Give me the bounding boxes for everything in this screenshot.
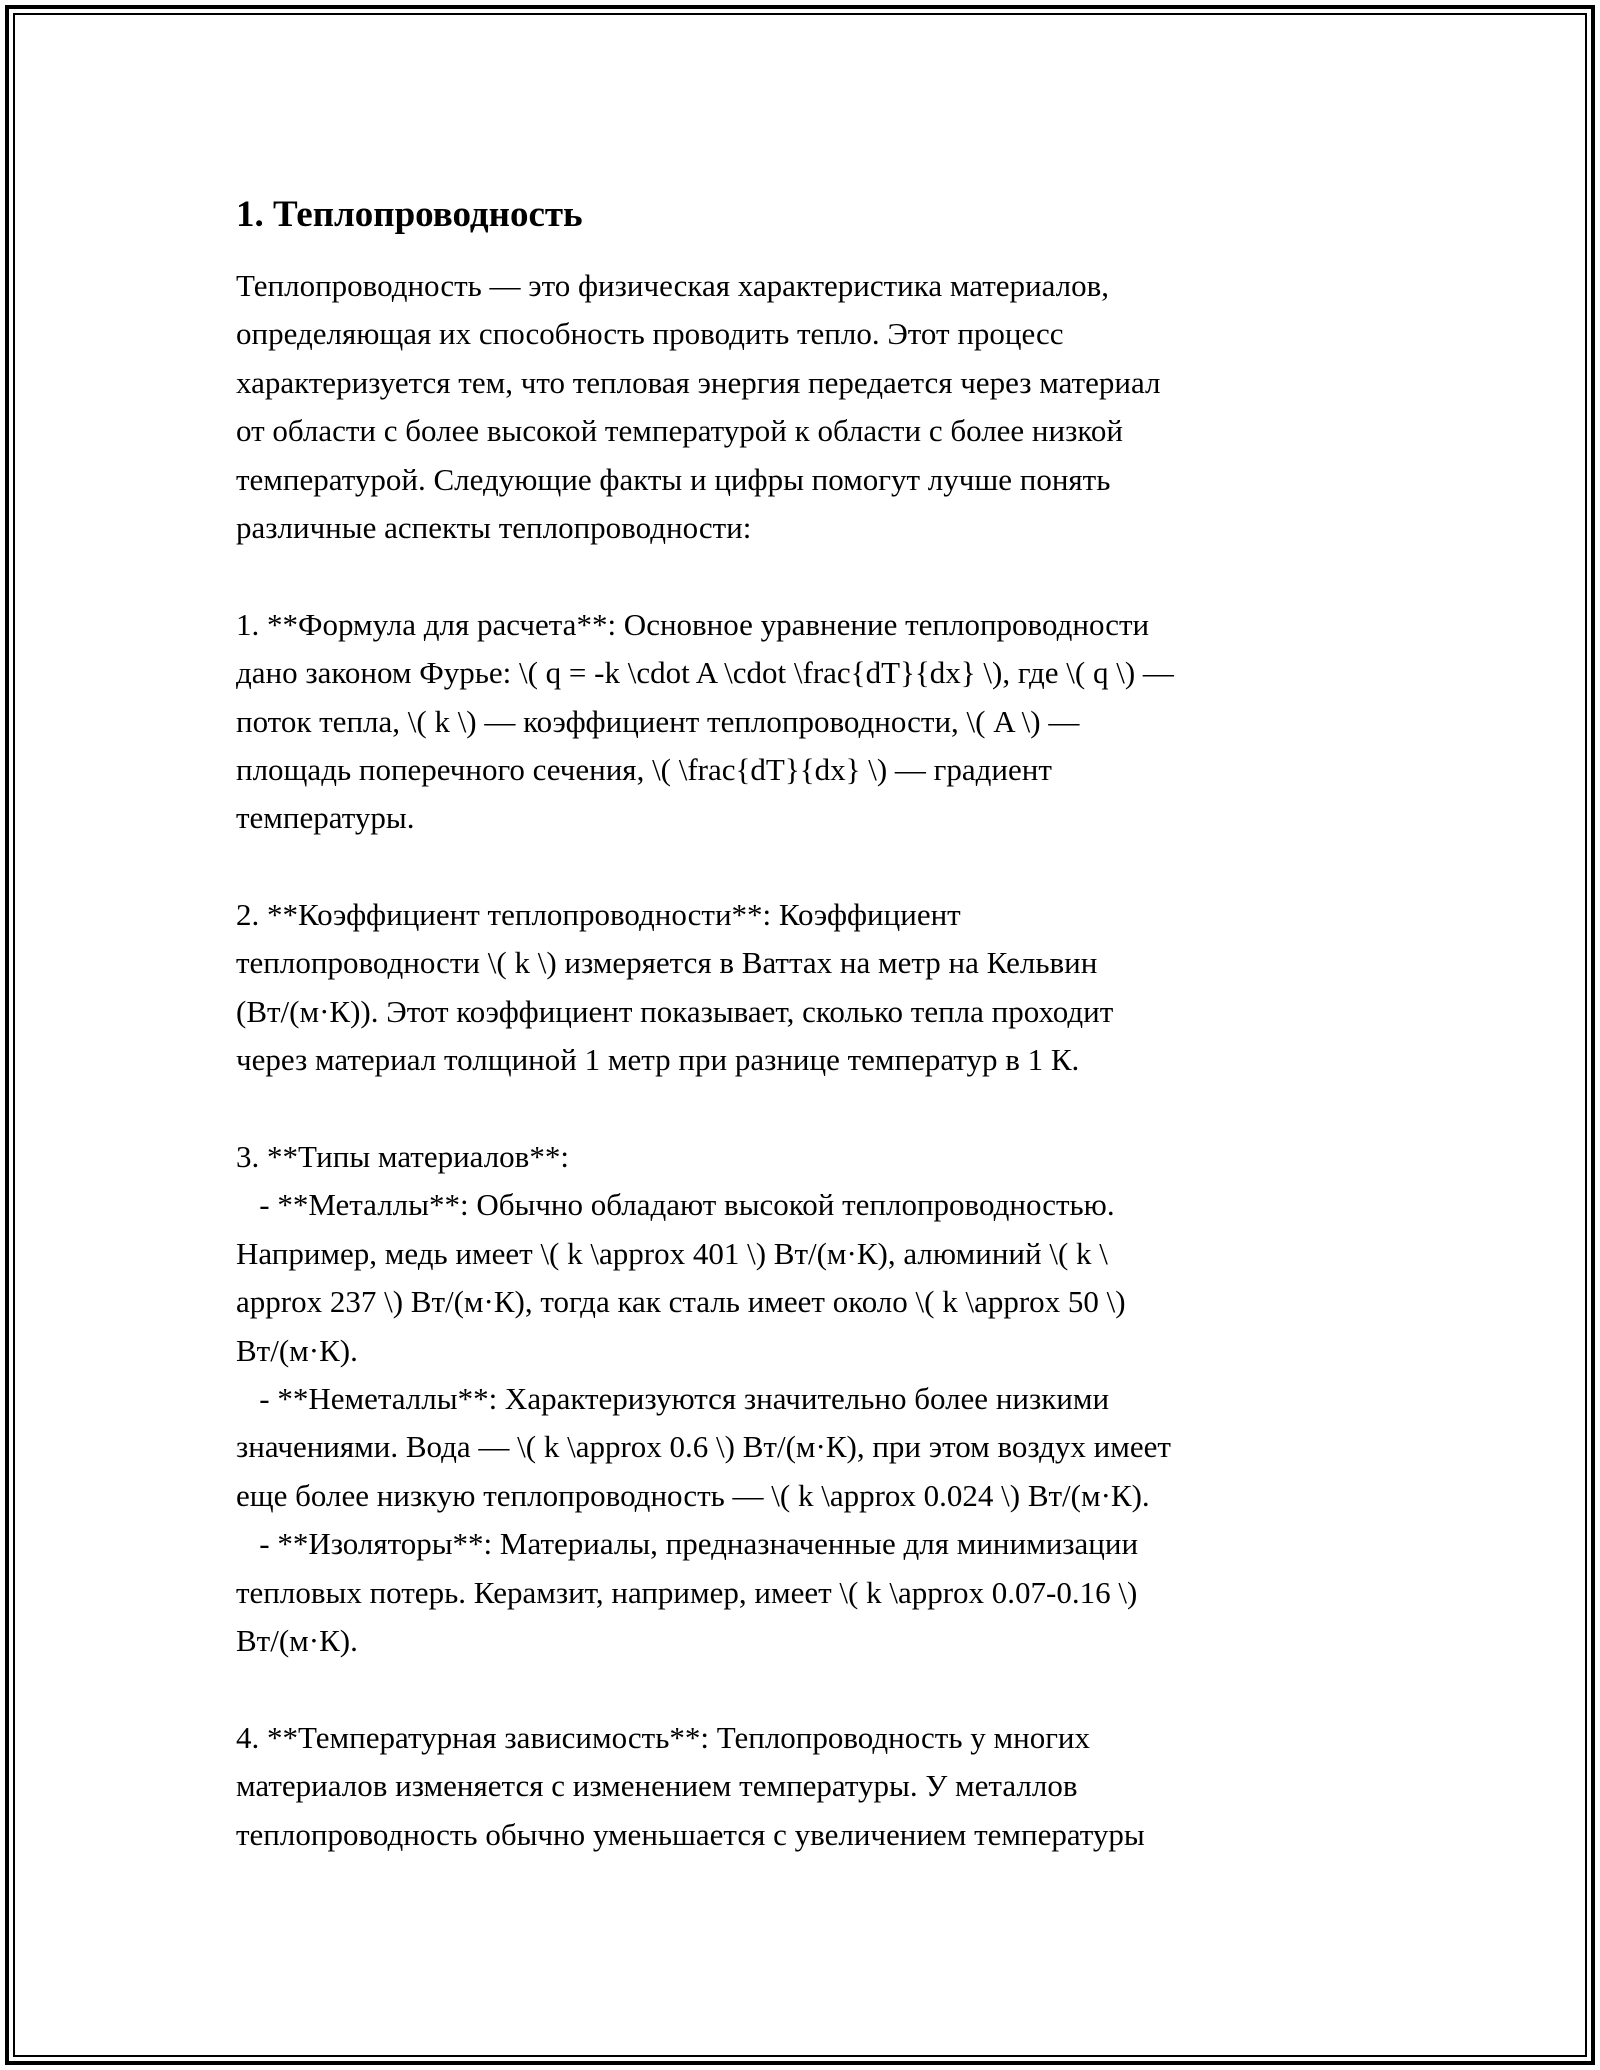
body-line: 4. **Температурная зависимость**: Теплопроводность у многих	[236, 1719, 1090, 1755]
document-title: 1. Теплопроводность	[236, 194, 583, 235]
body-line: температурой. Следующие факты и цифры помогут лучше понять	[236, 461, 1111, 497]
body-line: тепловых потерь. Керамзит, например, имеет \( k \approx 0.07-0.16 \)	[236, 1574, 1138, 1610]
body-line: (Вт/(м·К)). Этот коэффициент показывает, сколько тепла проходит	[236, 993, 1114, 1029]
body-line: - **Изоляторы**: Материалы, предназначенные для минимизации	[236, 1526, 1139, 1562]
blank-line	[236, 843, 1366, 891]
blank-line	[236, 1085, 1366, 1133]
body-line: - **Неметаллы**: Характеризуются значительно более низкими	[236, 1380, 1110, 1416]
body-line: значениями. Вода — \( k \approx 0.6 \) Вт/(м·К), при этом воздух имеет	[236, 1429, 1171, 1465]
body-line: Теплопроводность — это физическая характеристика материалов,	[236, 268, 1110, 303]
body-line: от области с более высокой температурой к области с более низкой	[236, 413, 1123, 449]
body-line: - **Металлы**: Обычно обладают высокой теплопроводностью.	[236, 1187, 1115, 1223]
body-line: approx 237 \) Вт/(м·К), тогда как сталь имеет около \( k \approx 50 \)	[236, 1284, 1126, 1320]
body-line: поток тепла, \( k \) — коэффициент теплопроводности, \( A \) —	[236, 703, 1080, 739]
body-line: дано законом Фурье: \( q = -k \cdot A \cdot \frac{dT}{dx} \), где \( q \) —	[236, 655, 1174, 691]
document-body	[236, 262, 1366, 1859]
body-line: Вт/(м·К).	[236, 1622, 358, 1658]
body-line: еще более низкую теплопроводность — \( k \approx 0.024 \) Вт/(м·К).	[236, 1477, 1150, 1513]
body-line: характеризуется тем, что тепловая энергия передается через материал	[236, 364, 1161, 400]
body-line: теплопроводности \( k \) измеряется в Ваттах на метр на Кельвин	[236, 945, 1098, 981]
blank-line	[236, 1665, 1366, 1713]
body-line: 1. **Формула для расчета**: Основное уравнение теплопроводности	[236, 606, 1150, 642]
document-page	[236, 188, 1366, 1859]
body-line: температуры.	[236, 800, 415, 836]
body-line: 3. **Типы материалов**:	[236, 1139, 569, 1175]
body-line: определяющая их способность проводить тепло. Этот процесс	[236, 316, 1064, 352]
body-line: материалов изменяется с изменением температуры. У металлов	[236, 1768, 1078, 1804]
body-line: 2. **Коэффициент теплопроводности**: Коэффициент	[236, 897, 961, 933]
body-line: через материал толщиной 1 метр при разнице температур в 1 К.	[236, 1042, 1080, 1078]
body-line: различные аспекты теплопроводности:	[236, 509, 752, 545]
body-line: Например, медь имеет \( k \approx 401 \) Вт/(м·К), алюминий \( k \	[236, 1235, 1108, 1271]
body-line: площадь поперечного сечения, \( \frac{dT}{dx} \) — градиент	[236, 751, 1052, 787]
blank-line	[236, 552, 1366, 600]
body-line: теплопроводность обычно уменьшается с увеличением температуры	[236, 1816, 1145, 1852]
body-line: Вт/(м·К).	[236, 1332, 358, 1368]
